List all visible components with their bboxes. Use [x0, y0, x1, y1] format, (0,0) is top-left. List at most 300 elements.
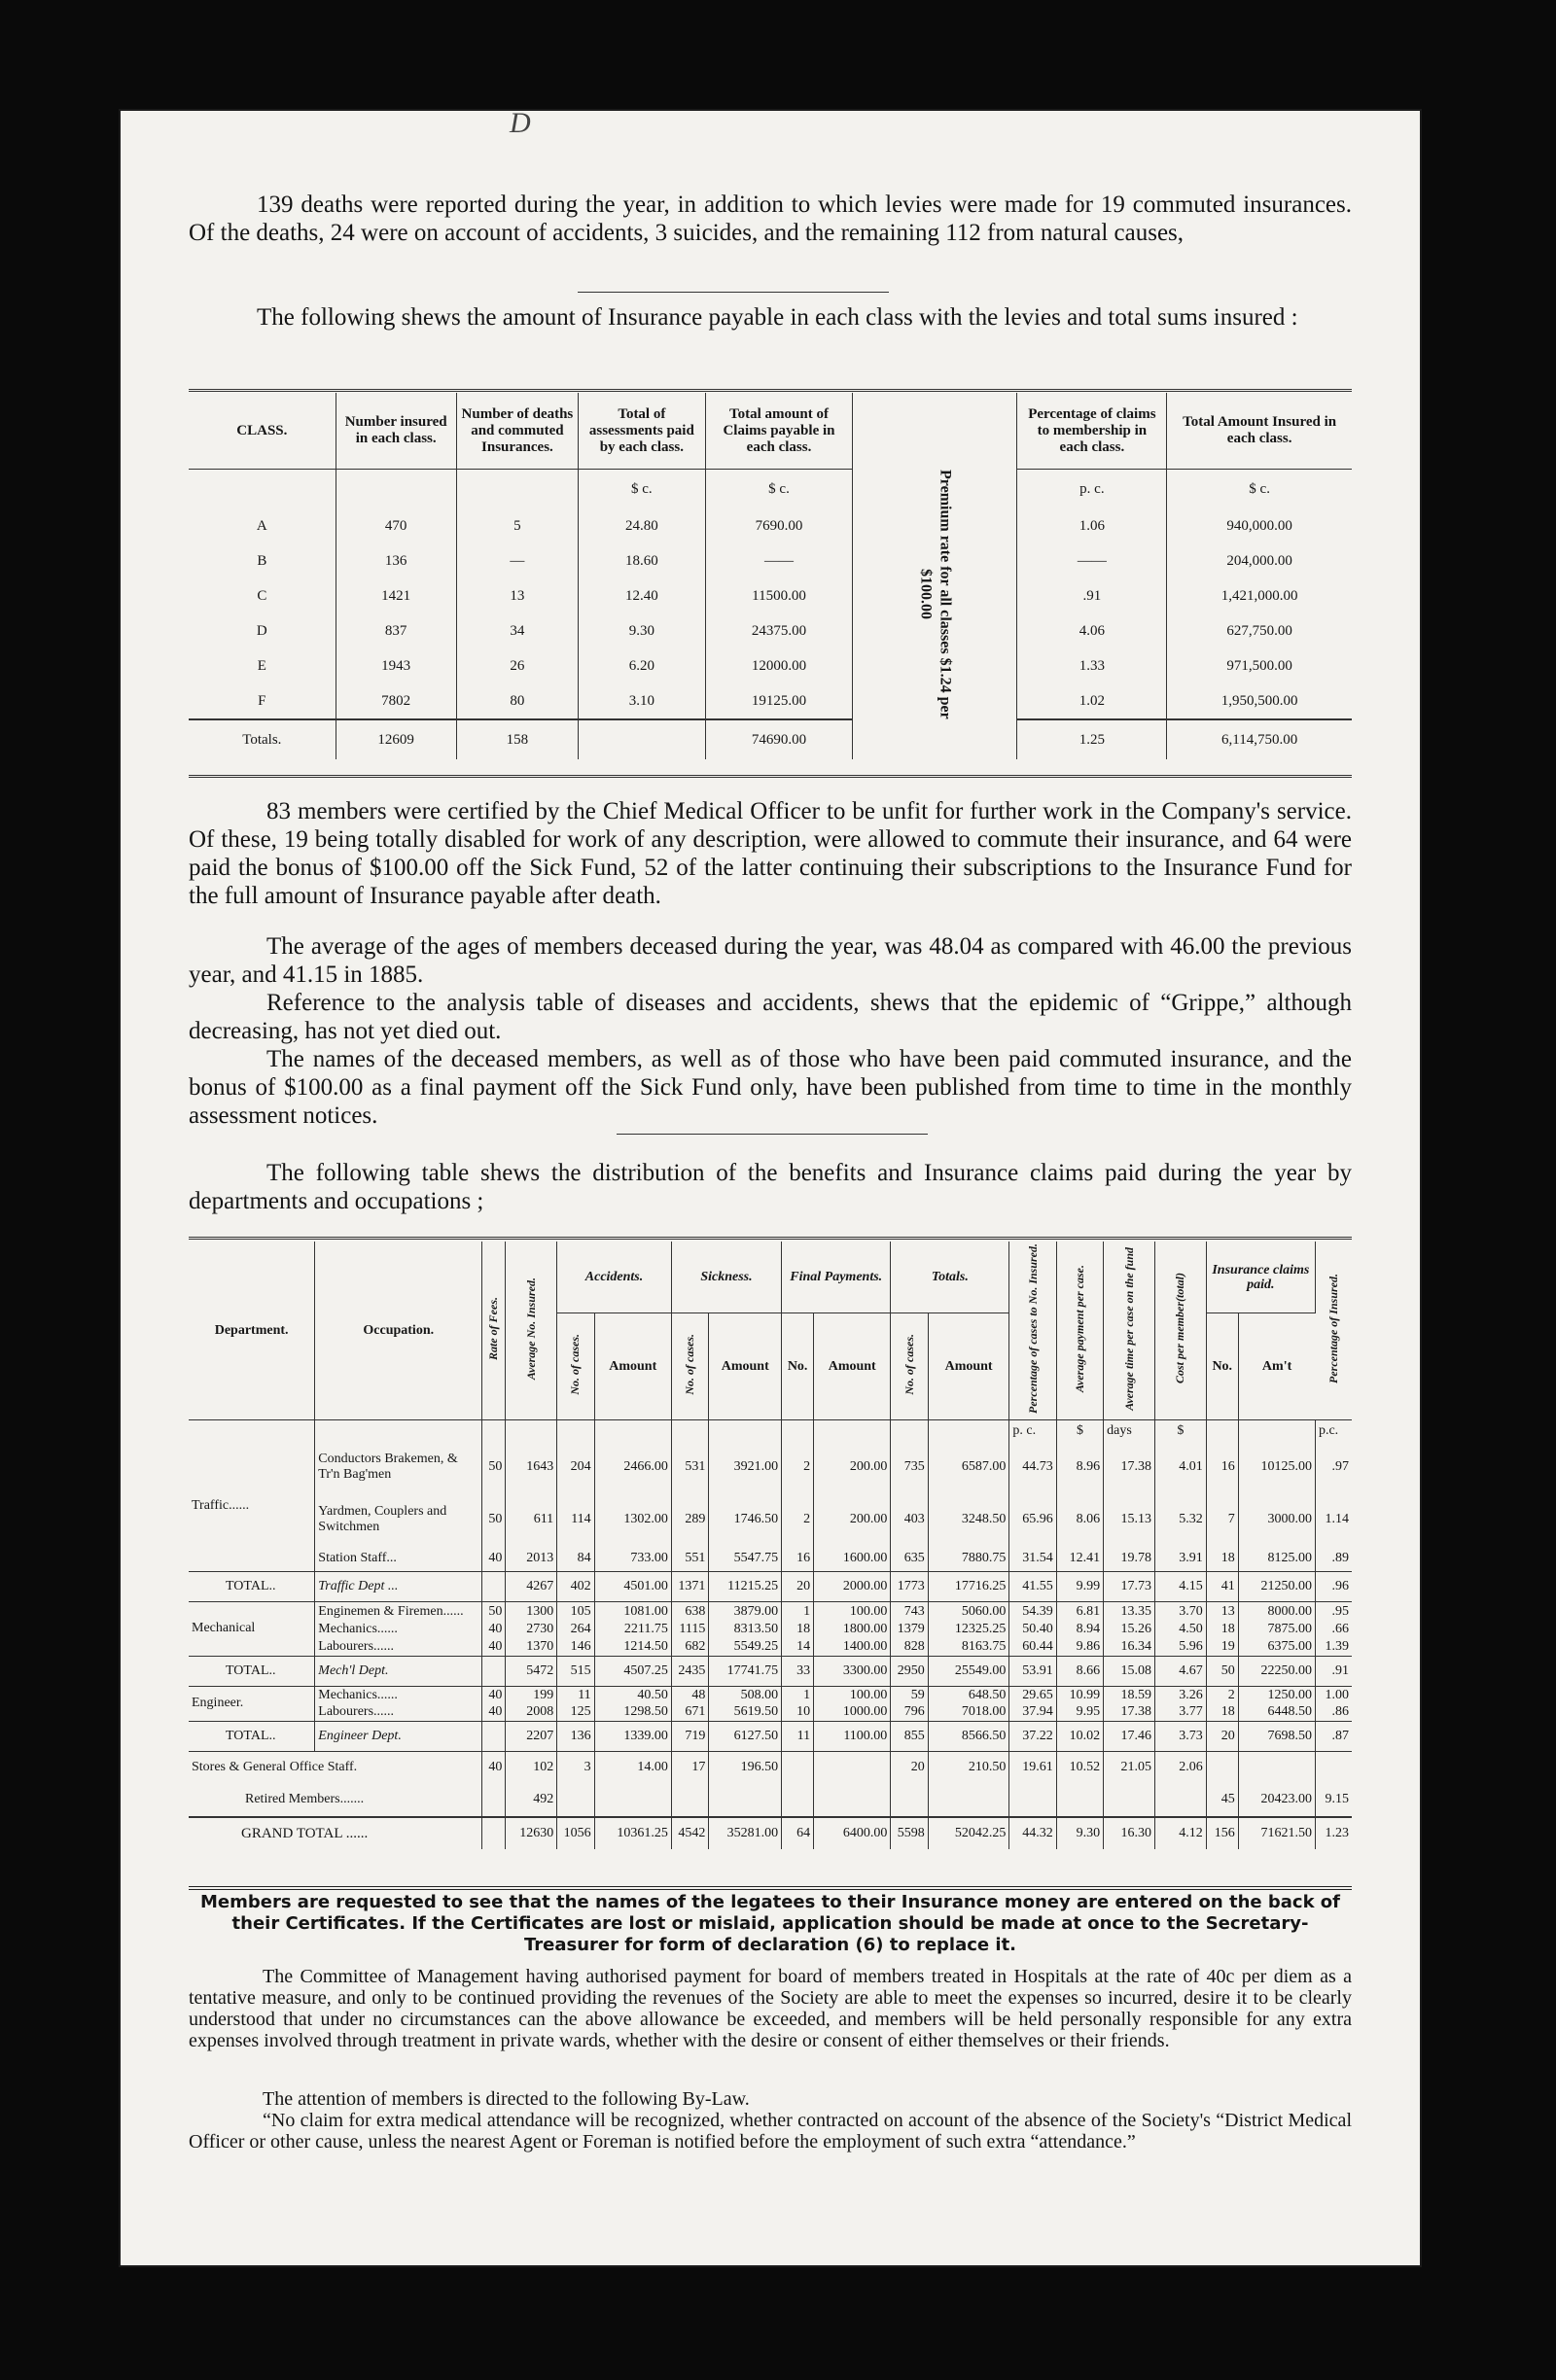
table-row	[189, 578, 1352, 613]
unit-label: $	[1154, 1419, 1206, 1441]
t2-subheader-amount: Amount	[814, 1313, 891, 1420]
cell	[782, 1782, 814, 1817]
cell: 1000.00	[814, 1703, 891, 1721]
cell: 10	[782, 1703, 814, 1721]
cell: 13.35	[1104, 1601, 1155, 1621]
cell: 7875.00	[1238, 1621, 1315, 1638]
cell: 40	[482, 1546, 506, 1571]
cell: 7880.75	[928, 1546, 1009, 1571]
cell: 22250.00	[1238, 1656, 1315, 1686]
cell: 11	[557, 1686, 594, 1703]
class-label: B	[189, 543, 336, 578]
t2-subheader-amount: Amount	[709, 1313, 782, 1420]
cell: 40.50	[594, 1686, 671, 1703]
cell: 733.00	[594, 1546, 671, 1571]
cell: 24.80	[579, 508, 705, 543]
occupation-cell: Mechanics......	[315, 1621, 482, 1638]
cell: 4542	[671, 1817, 708, 1849]
document-page	[121, 107, 1420, 2265]
cell: 1	[782, 1686, 814, 1703]
cell: 105	[557, 1601, 594, 1621]
cell: 1.06	[1017, 508, 1167, 543]
cell: 17741.75	[709, 1656, 782, 1686]
cell: 34	[456, 613, 579, 648]
cell	[709, 1782, 782, 1817]
occupation-cell: Enginemen & Firemen......	[315, 1601, 482, 1621]
cell: 54.39	[1009, 1601, 1056, 1621]
total-dept-label: Engineer Dept.	[315, 1721, 482, 1751]
cell: 1.25	[1017, 719, 1167, 759]
cell: 7690.00	[705, 508, 853, 543]
cell: 1	[782, 1601, 814, 1621]
cell: 18.59	[1104, 1686, 1155, 1703]
cell: 6.81	[1056, 1601, 1103, 1621]
cell: 5.32	[1154, 1493, 1206, 1546]
cell: 1943	[336, 648, 456, 683]
t1-header-deaths: Number of deaths and commuted Insurances.	[456, 393, 579, 470]
cell	[594, 1782, 671, 1817]
cell: 13	[456, 578, 579, 613]
cell: 17	[671, 1751, 708, 1782]
row-label: Stores & General Office Staff.	[189, 1751, 482, 1782]
t2-header-avg-time: Average time per case on the fund	[1104, 1242, 1155, 1419]
cell	[557, 1782, 594, 1817]
cell: 735	[891, 1441, 928, 1493]
t2-subheader-amount: Amount	[594, 1313, 671, 1420]
cell: 6448.50	[1238, 1703, 1315, 1721]
cell: 4.15	[1154, 1571, 1206, 1601]
cell: 1400.00	[814, 1638, 891, 1656]
row-label: GRAND TOTAL ......	[189, 1817, 482, 1849]
cell: 16	[782, 1546, 814, 1571]
t2-header-avg-insured: Average No. Insured.	[506, 1242, 557, 1419]
cell: 33	[782, 1656, 814, 1686]
cell: 18	[1206, 1546, 1238, 1571]
cell: 627,750.00	[1226, 622, 1292, 639]
cell: 204,000.00	[1226, 552, 1292, 569]
cell: 100.00	[814, 1601, 891, 1621]
cell: 19.78	[1104, 1546, 1155, 1571]
cell: 40	[482, 1686, 506, 1703]
cell: 11	[782, 1721, 814, 1751]
dept-traffic: Traffic......	[189, 1441, 315, 1571]
cell: 508.00	[709, 1686, 782, 1703]
t1-header-claims: Total amount of Claims payable in each class.	[705, 393, 853, 470]
cell: 1643	[506, 1441, 557, 1493]
cell: 37.22	[1009, 1721, 1056, 1751]
t2-subheader-amt: Am't	[1238, 1313, 1315, 1420]
cell: 16	[1206, 1441, 1238, 1493]
cell: 4.12	[1154, 1817, 1206, 1849]
cell: 17.73	[1104, 1571, 1155, 1601]
unit-label: $	[1056, 1419, 1103, 1441]
occupation-cell: Station Staff...	[315, 1546, 482, 1571]
cell: 2207	[506, 1721, 557, 1751]
cell: 20	[891, 1751, 928, 1782]
cell: 9.95	[1056, 1703, 1103, 1721]
cell: 8.96	[1056, 1441, 1103, 1493]
t2-subheader-no: No.	[782, 1313, 814, 1420]
cell: 1100.00	[814, 1721, 891, 1751]
class-label: F	[189, 683, 336, 719]
cell	[482, 1571, 506, 1601]
cell: 1081.00	[594, 1601, 671, 1621]
cell	[814, 1751, 891, 1782]
t2-header-avg-payment: Average payment per case.	[1056, 1242, 1103, 1419]
page-mark: D	[510, 107, 531, 139]
total-label: TOTAL..	[189, 1571, 315, 1601]
table-row	[189, 1493, 1352, 1546]
cell: 719	[671, 1721, 708, 1751]
cell: 6587.00	[928, 1441, 1009, 1493]
cell: 18	[1206, 1703, 1238, 1721]
cell: 11500.00	[705, 578, 853, 613]
t1-unit: $ c.	[705, 470, 853, 509]
cell: 6,114,750.00	[1167, 719, 1352, 759]
cell: 12325.25	[928, 1621, 1009, 1638]
cell: 1056	[557, 1817, 594, 1849]
class-label: D	[189, 613, 336, 648]
cell: 3.77	[1154, 1703, 1206, 1721]
cell: 6400.00	[814, 1817, 891, 1849]
cell: 1300	[506, 1601, 557, 1621]
cell: 8000.00	[1238, 1601, 1315, 1621]
cell: 136	[557, 1721, 594, 1751]
t2-header-insurance-claims: Insurance claims paid.	[1206, 1242, 1315, 1313]
cell: 7018.00	[928, 1703, 1009, 1721]
cell: 199	[506, 1686, 557, 1703]
cell: 682	[671, 1638, 708, 1656]
cell: 17.46	[1104, 1721, 1155, 1751]
cell: 3248.50	[928, 1493, 1009, 1546]
cell: 17.38	[1104, 1703, 1155, 1721]
cell: 1.14	[1325, 1512, 1349, 1527]
retired-row	[189, 1782, 1352, 1817]
table-row	[189, 1703, 1352, 1721]
cell: 8.66	[1056, 1656, 1103, 1686]
cell: 12000.00	[705, 648, 853, 683]
cell: 5619.50	[709, 1703, 782, 1721]
cell: 204	[557, 1441, 594, 1493]
cell: 2000.00	[814, 1571, 891, 1601]
cell: 8566.50	[928, 1721, 1009, 1751]
total-label: TOTAL..	[189, 1721, 315, 1751]
table-row	[189, 1601, 1352, 1621]
cell: 1,421,000.00	[1220, 587, 1298, 604]
cell: 13	[1206, 1601, 1238, 1621]
cell: 2211.75	[594, 1621, 671, 1638]
cell: 3	[557, 1751, 594, 1782]
cell: 24375.00	[705, 613, 853, 648]
cell: 855	[891, 1721, 928, 1751]
cell: 2730	[506, 1621, 557, 1638]
units-row	[189, 1419, 1352, 1441]
benefits-distribution-table	[189, 1242, 1352, 1849]
cell: 35281.00	[709, 1817, 782, 1849]
cell	[482, 1656, 506, 1686]
cell: 21250.00	[1238, 1571, 1315, 1601]
cell: 19.61	[1009, 1751, 1056, 1782]
cell: 2	[782, 1493, 814, 1546]
table-row	[189, 1638, 1352, 1656]
t1-header-total-insured: Total Amount Insured in each class.	[1167, 393, 1352, 470]
cell: 44.73	[1009, 1441, 1056, 1493]
cell: 12.40	[579, 578, 705, 613]
cell: 136	[336, 543, 456, 578]
t2-header-pct-insured: Percentage of Insured.	[1315, 1242, 1352, 1419]
cell	[1154, 1782, 1206, 1817]
cell: 971,500.00	[1226, 657, 1292, 674]
cell: .91	[1017, 578, 1167, 613]
table2-bottom-rule	[189, 1886, 1352, 1890]
cell: 50	[482, 1493, 506, 1546]
cell: 19	[1206, 1638, 1238, 1656]
t1-header-class: CLASS.	[189, 393, 336, 470]
t1-unit	[189, 470, 336, 509]
cell: 200.00	[814, 1493, 891, 1546]
t1-unit: p. c.	[1017, 470, 1167, 509]
cell: 125	[557, 1703, 594, 1721]
class-label: E	[189, 648, 336, 683]
legatees-notice: Members are requested to see that the names of the legatees to their Insurance money are entered on the back of their Certificates. If the Certificates are lost or mislaid, application should be made at once to the Secretary-Treasurer for form of declaration (6) to replace it.	[199, 1892, 1341, 1955]
total-dept-label: Mech'l Dept.	[315, 1656, 482, 1686]
cell: 8163.75	[928, 1638, 1009, 1656]
t2-header-rate: Rate of Fees.	[482, 1242, 506, 1419]
cell: 1214.50	[594, 1638, 671, 1656]
cell: 52042.25	[928, 1817, 1009, 1849]
cell: 156	[1206, 1817, 1238, 1849]
row-label: Retired Members.......	[189, 1782, 482, 1817]
cell: 9.99	[1056, 1571, 1103, 1601]
table-row	[189, 613, 1352, 648]
cell: 26	[456, 648, 579, 683]
cell: 60.44	[1009, 1638, 1056, 1656]
cell: 25549.00	[928, 1656, 1009, 1686]
cell: 9.30	[1056, 1817, 1103, 1849]
cell: 837	[336, 613, 456, 648]
cell	[1104, 1782, 1155, 1817]
t2-header-department: Department.	[189, 1242, 315, 1419]
dept-engineer: Engineer.	[189, 1686, 315, 1721]
class-label: A	[189, 508, 336, 543]
cell	[482, 1782, 506, 1817]
cell: 4501.00	[594, 1571, 671, 1601]
cell: 3300.00	[814, 1656, 891, 1686]
class-label: C	[189, 578, 336, 613]
cell: 1370	[506, 1638, 557, 1656]
cell: 200.00	[814, 1441, 891, 1493]
cell: 9.30	[579, 613, 705, 648]
cell: 1773	[891, 1571, 928, 1601]
cell: 551	[671, 1546, 708, 1571]
cell: 15.08	[1104, 1656, 1155, 1686]
cell: 611	[506, 1493, 557, 1546]
cell: 84	[557, 1546, 594, 1571]
cell: 515	[557, 1656, 594, 1686]
cell: ——	[1017, 543, 1167, 578]
cell: 41.55	[1009, 1571, 1056, 1601]
t2-header-cost-member: Cost per member(total)	[1154, 1242, 1206, 1419]
t2-header-pct-cases: Percentage of cases to No. Insured.	[1009, 1242, 1056, 1419]
t1-unit	[336, 470, 456, 509]
cell: 1.00	[1325, 1687, 1349, 1702]
cell: 11215.25	[709, 1571, 782, 1601]
table2-top-rule	[189, 1237, 1352, 1240]
table1-top-rule	[189, 389, 1352, 392]
cell: 59	[891, 1686, 928, 1703]
t1-unit	[456, 470, 579, 509]
cell	[782, 1751, 814, 1782]
para-hospital-board: The Committee of Management having authorised payment for board of members treated in Hospitals at the rate of 40c per diem as a tentative measure, and only to be continued providing the revenues of the Society are able to meet the expenses so incurred, desire it to be clearly understood that under no circumstances can the above allowance be exceeded, and members will be held personally responsible for any extra expenses involved through treatment in private wards, whether with the desire or consent of either themselves or their friends.	[189, 1966, 1352, 2051]
para-average-age: The average of the ages of members deceased during the year, was 48.04 as compared with 46.00 the previous year, and 41.15 in 1885.	[189, 933, 1352, 988]
cell: 48	[671, 1686, 708, 1703]
totals-label: Totals.	[189, 719, 336, 759]
cell: 10.99	[1056, 1686, 1103, 1703]
occupation-cell: Mechanics......	[315, 1686, 482, 1703]
cell	[482, 1817, 506, 1849]
cell: 1,950,500.00	[1220, 692, 1298, 709]
t1-unit: $ c.	[579, 470, 705, 509]
cell: 114	[557, 1493, 594, 1546]
cell: 9.86	[1056, 1638, 1103, 1656]
t1-header-blank	[853, 393, 1017, 470]
table-row	[189, 543, 1352, 578]
cell: 1421	[336, 578, 456, 613]
cell: 648.50	[928, 1686, 1009, 1703]
cell: 1371	[671, 1571, 708, 1601]
cell: 7	[1206, 1493, 1238, 1546]
cell: 3.10	[579, 683, 705, 719]
cell: 65.96	[1009, 1493, 1056, 1546]
cell: 4.67	[1154, 1656, 1206, 1686]
cell: 3000.00	[1238, 1493, 1315, 1546]
cell: 12.41	[1056, 1546, 1103, 1571]
table1-bottom-rule	[189, 775, 1352, 778]
cell: 102	[506, 1751, 557, 1782]
cell: 8125.00	[1238, 1546, 1315, 1571]
cell: 5472	[506, 1656, 557, 1686]
cell: 3.70	[1154, 1601, 1206, 1621]
cell: 4507.25	[594, 1656, 671, 1686]
cell: 40	[482, 1703, 506, 1721]
cell: 828	[891, 1638, 928, 1656]
cell: 196.50	[709, 1751, 782, 1782]
cell: 44.32	[1009, 1817, 1056, 1849]
cell: 743	[891, 1601, 928, 1621]
cell: 635	[891, 1546, 928, 1571]
cell: .89	[1331, 1551, 1349, 1566]
cell: 16.34	[1104, 1638, 1155, 1656]
cell: 37.94	[1009, 1703, 1056, 1721]
cell: 6.20	[579, 648, 705, 683]
cell: 64	[782, 1817, 814, 1849]
para-bylaw-intro: The attention of members is directed to the following By-Law.	[263, 2088, 750, 2110]
cell: .97	[1331, 1459, 1349, 1475]
t1-unit: $ c.	[1249, 480, 1270, 497]
unit-label: p. c.	[1009, 1419, 1056, 1441]
cell	[891, 1782, 928, 1817]
cell: 2466.00	[594, 1441, 671, 1493]
cell	[853, 719, 1017, 759]
divider-line	[617, 1134, 928, 1135]
cell: 15.26	[1104, 1621, 1155, 1638]
cell: 80	[456, 683, 579, 719]
cell: 50.40	[1009, 1621, 1056, 1638]
engineer-total-row	[189, 1721, 1352, 1751]
cell: 470	[336, 508, 456, 543]
t1-header-number-insured: Number insured in each class.	[336, 393, 456, 470]
cell: 50	[1206, 1656, 1238, 1686]
table-row	[189, 1441, 1352, 1493]
cell: 3879.00	[709, 1601, 782, 1621]
cell: 1.23	[1315, 1817, 1352, 1849]
cell: 3.26	[1154, 1686, 1206, 1703]
t2-subheader-no: No.	[1206, 1313, 1238, 1420]
t2-subheader-no-cases: No. of cases.	[891, 1313, 928, 1420]
cell: 18.60	[579, 543, 705, 578]
cell: 1379	[891, 1621, 928, 1638]
cell: 5549.25	[709, 1638, 782, 1656]
cell: 940,000.00	[1226, 517, 1292, 534]
cell: 10361.25	[594, 1817, 671, 1849]
table-row	[189, 1686, 1352, 1703]
cell: 10.52	[1056, 1751, 1103, 1782]
table-row	[189, 508, 1352, 543]
cell	[1238, 1751, 1315, 1782]
cell	[814, 1782, 891, 1817]
cell: 3.91	[1154, 1546, 1206, 1571]
cell: 210.50	[928, 1751, 1009, 1782]
cell: 19125.00	[705, 683, 853, 719]
cell: ——	[705, 543, 853, 578]
cell: 264	[557, 1621, 594, 1638]
cell: 8.94	[1056, 1621, 1103, 1638]
table-row	[189, 648, 1352, 683]
cell: 1339.00	[594, 1721, 671, 1751]
cell: 41	[1206, 1571, 1238, 1601]
cell: 1.33	[1017, 648, 1167, 683]
cell: .66	[1331, 1622, 1349, 1637]
cell: —	[456, 543, 579, 578]
table-row	[189, 1546, 1352, 1571]
cell: 8313.50	[709, 1621, 782, 1638]
para-distribution-intro: The following table shews the distribution of the benefits and Insurance claims paid during the year by departments and occupations ;	[189, 1160, 1352, 1214]
cell: 3921.00	[709, 1441, 782, 1493]
cell: 1250.00	[1238, 1686, 1315, 1703]
cell: 15.13	[1104, 1493, 1155, 1546]
cell: .86	[1331, 1704, 1349, 1720]
cell: 50	[482, 1441, 506, 1493]
unit-label: days	[1104, 1419, 1155, 1441]
cell: 531	[671, 1441, 708, 1493]
table-row	[189, 1621, 1352, 1638]
occupation-cell: Labourers......	[315, 1638, 482, 1656]
cell: 10125.00	[1238, 1441, 1315, 1493]
cell: 10.02	[1056, 1721, 1103, 1751]
cell: .87	[1315, 1721, 1352, 1751]
cell	[928, 1782, 1009, 1817]
cell: 1746.50	[709, 1493, 782, 1546]
cell: .96	[1315, 1571, 1352, 1601]
cell: .95	[1331, 1603, 1349, 1619]
occupation-cell: Yardmen, Couplers and Switchmen	[315, 1493, 482, 1546]
cell: 2950	[891, 1656, 928, 1686]
cell: 74690.00	[705, 719, 853, 759]
cell: 4.50	[1154, 1621, 1206, 1638]
cell: 53.91	[1009, 1656, 1056, 1686]
cell: 2008	[506, 1703, 557, 1721]
occupation-cell: Conductors Brakemen, & Tr'n Bag'men	[315, 1441, 482, 1493]
